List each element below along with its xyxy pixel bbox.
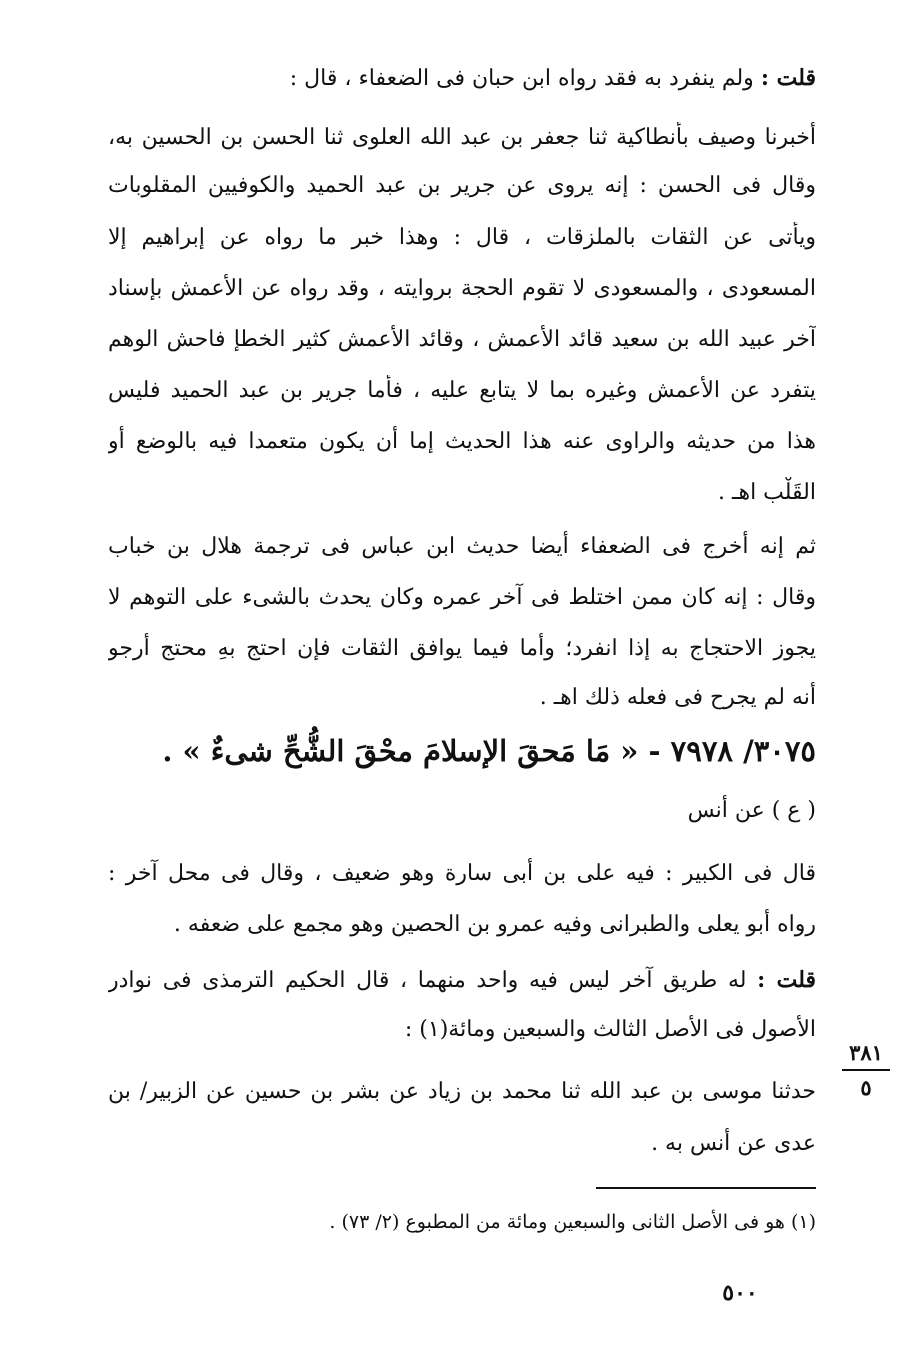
footnote: (١) هو فى الأصل الثانى والسبعين ومائة من المطبوع (٢/ ٧٣) .	[329, 1211, 816, 1233]
text-line: أنه لم يجرح فى فعله ذلك اهـ .	[539, 685, 816, 710]
qult-lead: قلت :	[757, 967, 816, 993]
margin-ref-bottom: ٥	[860, 1075, 872, 1100]
margin-page-reference	[836, 1040, 896, 1100]
margin-ref-top: ٣٨١	[849, 1040, 883, 1065]
hadith-heading	[108, 730, 816, 772]
text-line: حدثنا موسى بن عبد الله ثنا محمد بن زياد عن بشر بن حسين عن الزبير/ بن	[108, 1079, 816, 1104]
text-line: القَلْب اهـ .	[718, 480, 816, 505]
text-line: قال فى الكبير : فيه على بن أبى سارة وهو ضعيف ، وقال فى محل آخر :	[108, 861, 816, 886]
text-line: هذا من حديثه والراوى عنه هذا الحديث إما أن يكون متعمدا فيه بالوضع أو	[108, 429, 816, 454]
text-line: ويأتى عن الثقات بالملزقات ، قال : وهذا خبر ما رواه عن إبراهيم إلا	[108, 225, 816, 250]
margin-ref-divider	[842, 1069, 890, 1071]
text-line: وقال : إنه كان ممن اختلط فى آخر عمره وكان يحدث بالشىء على التوهم لا	[108, 585, 816, 610]
text-line: عدى عن أنس به .	[651, 1131, 816, 1156]
para1-text: ولم ينفرد به فقد رواه ابن حبان فى الضعفاء ، قال :	[289, 66, 754, 91]
page-number: ٥٠٠	[722, 1280, 758, 1306]
qult-lead: قلت :	[760, 65, 816, 91]
hadith-text: « مَا مَحقَ الإسلامَ محْقَ الشُّحِّ شىءٌ » .	[162, 734, 639, 768]
text-line: يجوز الاحتجاج به إذا انفرد؛ وأما فيما يوافق الثقات فإن احتج بهِ محتج أرجو	[108, 636, 816, 661]
text-line: آخر عبيد الله بن سعيد قائد الأعمش ، وقائد الأعمش كثير الخطإ فاحش الوهم	[108, 327, 816, 352]
hadith-number: ٣٠٧٥/ ٧٩٧٨ -	[648, 734, 816, 768]
text-line: يتفرد عن الأعمش وغيره بما لا يتابع عليه ، فأما جرير بن عبد الحميد فليس	[108, 378, 816, 403]
text-line: رواه أبو يعلى والطبرانى وفيه عمرو بن الحصين وهو مجمع على ضعفه .	[173, 912, 816, 937]
text-line: أخبرنا وصيف بأنطاكية ثنا جعفر بن عبد الله العلوى ثنا الحسن بن الحسين به،	[108, 125, 816, 150]
footnote-divider	[596, 1187, 816, 1189]
text-line: الأصول فى الأصل الثالث والسبعين ومائة(١) :	[404, 1017, 816, 1042]
para5-text: له طريق آخر ليس فيه واحد منهما ، قال الحكيم الترمذى فى نوادر	[108, 968, 747, 993]
text-line: ثم إنه أخرج فى الضعفاء أيضا حديث ابن عباس فى ترجمة هلال بن خباب	[108, 534, 816, 559]
text-line: وقال فى الحسن : إنه يروى عن جرير بن عبد الحميد والكوفيين المقلوبات	[108, 173, 816, 198]
hadith-source: ( ع ) عن أنس	[687, 798, 816, 823]
text-line: المسعودى ، والمسعودى لا تقوم الحجة بروايته ، وقد رواه عن الأعمش بإسناد	[108, 276, 816, 301]
text-line	[108, 62, 816, 95]
text-line	[108, 964, 816, 997]
